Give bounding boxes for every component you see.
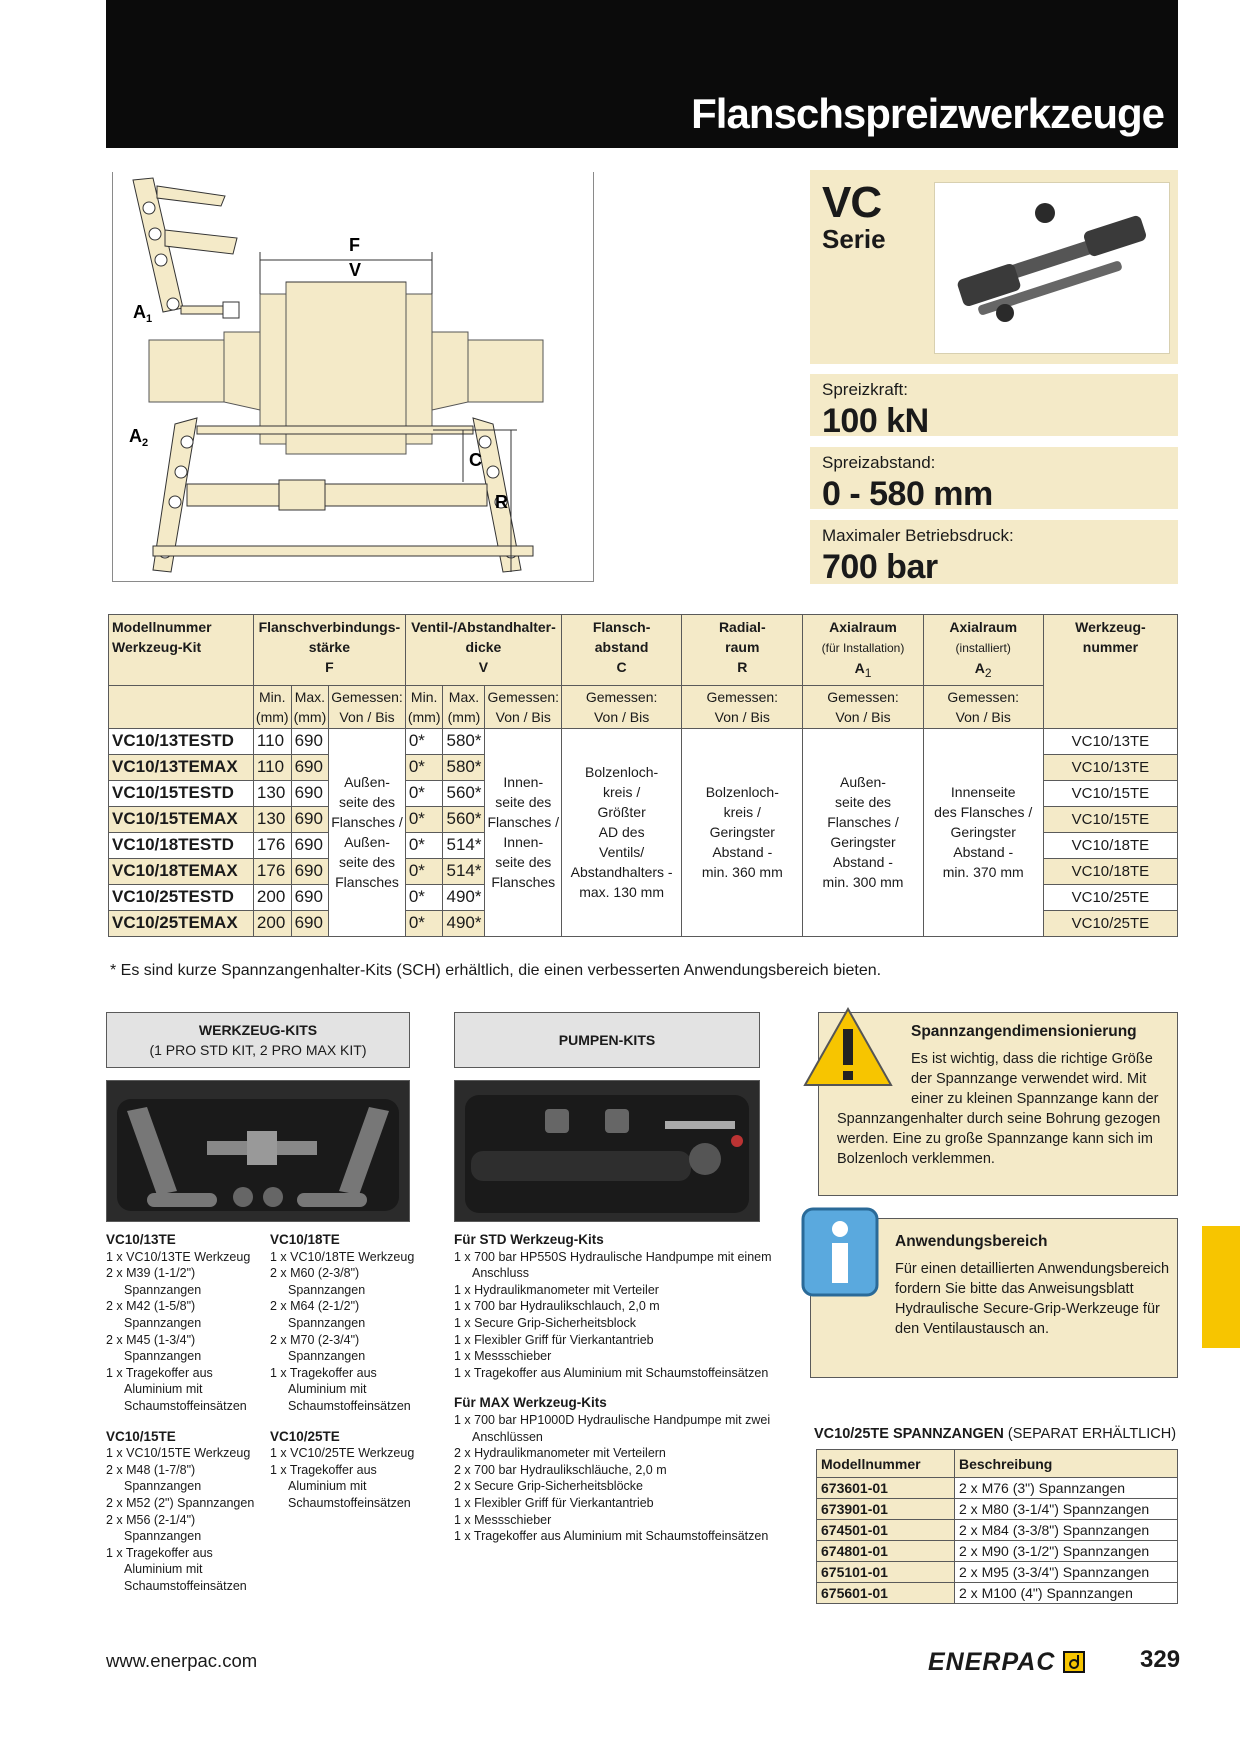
- kit-list-item: Spannzangen: [288, 1315, 366, 1330]
- kit-list-item: [454, 1381, 774, 1395]
- spec-pressure: [810, 520, 1178, 584]
- spec-table: [108, 614, 1178, 937]
- warning-text-top: Es ist wichtig, dass die richtige Größe der Spannzange verwendet wird. Mit einer zu kleinen Spannzange kann der: [911, 1051, 1159, 1107]
- spec-spread-label: Spreizabstand:: [822, 453, 936, 472]
- kit-list-item: 2 x Secure Grip-Sicherheitsblöcke: [454, 1479, 643, 1494]
- label-v: V: [349, 260, 362, 280]
- spec-pressure-value: 700 bar: [822, 548, 938, 586]
- spec-force-label: Spreizkraft:: [822, 380, 908, 399]
- info-box: [810, 1218, 1178, 1378]
- table-row: VC10/25TESTD 200 690 0* 490* VC10/25TE: [109, 884, 1178, 910]
- kit-list-item: Aluminium mit: [288, 1479, 367, 1494]
- pump-kit-photo: [454, 1080, 760, 1222]
- table-row: 674801-01 2 x M90 (3-1/2") Spannzangen: [817, 1541, 1178, 1562]
- kit-list-heading: Für MAX Werkzeug-Kits: [454, 1395, 607, 1411]
- kit-list-item: 1 x 700 bar HP1000D Hydraulische Handpumpe mit zwei: [454, 1412, 771, 1427]
- spec-force: [810, 374, 1178, 440]
- kit-list-item: 2 x M60 (2-3/8"): [270, 1266, 360, 1281]
- label-r: R: [495, 492, 508, 512]
- label-c: C: [469, 450, 482, 470]
- brand-mark-icon: [1063, 1651, 1085, 1673]
- kit-list-heading: VC10/15TE: [106, 1428, 176, 1444]
- a2-measured: Innenseite des Flansches / Geringster Abstand - min. 370 mm: [923, 728, 1043, 936]
- warning-box: [818, 1012, 1178, 1196]
- col-f: Flanschverbindungs- stärke F: [253, 615, 405, 686]
- kit-list-col2: [270, 1232, 430, 1512]
- info-title: Anwendungsbereich: [895, 1233, 1048, 1250]
- table-row: VC10/13TEMAX 110 690 0* 580* VC10/13TE: [109, 754, 1178, 780]
- table-row: 674501-01 2 x M84 (3-3/8") Spannzangen: [817, 1520, 1178, 1541]
- warning-text-bottom: Spannzangenhalter durch seine Bohrung gezogen werden. Eine zu große Spannzange kann sich im Bolzenloch verklemmen.: [837, 1111, 1161, 1167]
- kit-list-item: Spannzangen: [124, 1529, 202, 1544]
- table-row: 673901-01 2 x M80 (3-1/4") Spannzangen: [817, 1499, 1178, 1520]
- kit-list-item: 1 x Tragekoffer aus: [270, 1365, 377, 1380]
- tool-image: [935, 183, 1171, 355]
- table-row: VC10/13TESTD 110 690 Außen- seite des Flansches / Außen- seite des Flansches 0* 580* Innen- seite des Flansches / Innen- seite des Flansches Bolzenloch- kreis / Größter AD des Ventils/ Abstandhalters - max. 130 mm Bolzenloch- kreis / Geringster Abstand - min. 360 mm Außen- seite des Flansches / Geringster Abstand - min. 300 mm Innenseite des Flansches / Geringster Abstand - min. 370 mm VC10/13TE: [109, 728, 1178, 754]
- footnote: * Es sind kurze Spannzangenhalter-Kits (SCH) erhältlich, die einen verbesserten Anwendungsbereich bieten.: [110, 962, 882, 979]
- kit-list-item: 1 x Hydraulikmanometer mit Verteiler: [454, 1282, 659, 1297]
- col-c: Flansch- abstand C: [562, 615, 682, 686]
- kit-list-item: Spannzangen: [124, 1315, 202, 1330]
- kit-list-item: 1 x VC10/25TE Werkzeug: [270, 1446, 415, 1461]
- spec-spread-value: 0 - 580 mm: [822, 475, 993, 513]
- kit-list-item: 1 x VC10/13TE Werkzeug: [106, 1249, 251, 1264]
- kit-list-item: 1 x Tragekoffer aus: [270, 1462, 377, 1477]
- table-row: 675601-01 2 x M100 (4") Spannzangen: [817, 1583, 1178, 1604]
- kit-list-item: 1 x VC10/15TE Werkzeug: [106, 1446, 251, 1461]
- kit-list-item: 2 x M42 (1-5/8"): [106, 1299, 196, 1314]
- table-row: VC10/18TESTD 176 690 0* 514* VC10/18TE: [109, 832, 1178, 858]
- table-row: VC10/15TESTD 130 690 0* 560* VC10/15TE: [109, 780, 1178, 806]
- kit-list-item: 1 x Messschieber: [454, 1349, 552, 1364]
- kit-list-item: 1 x Secure Grip-Sicherheitsblock: [454, 1315, 637, 1330]
- kit-list-item: 2 x M52 (2") Spannzangen: [106, 1495, 255, 1510]
- kit-list-item: 1 x 700 bar Hydraulikschlauch, 2,0 m: [454, 1299, 660, 1314]
- collets-title: VC10/25TE SPANNZANGEN (SEPARAT ERHÄLTLICH): [814, 1426, 1177, 1442]
- label-a2: $A_2$: [129, 426, 149, 449]
- info-icon: [799, 1205, 881, 1299]
- table-header-row: [109, 615, 1178, 686]
- tool-kit-image: [107, 1081, 409, 1221]
- series-box: [810, 170, 1178, 364]
- kit-list-item: Aluminium mit: [288, 1382, 367, 1397]
- kit-list-item: 1 x Flexibler Griff für Vierkantantrieb: [454, 1495, 654, 1510]
- col-a2: Axialraum (installiert) $A_2$: [923, 615, 1043, 686]
- label-a1: $A_1$: [133, 302, 153, 325]
- warning-title: Spannzangendimensionierung: [911, 1023, 1137, 1040]
- spec-force-value: 100 kN: [822, 402, 929, 440]
- kit-list-heading: VC10/18TE: [270, 1232, 340, 1247]
- kit-list-item: 2 x M39 (1-1/2"): [106, 1266, 196, 1281]
- kit-list-heading: Für STD Werkzeug-Kits: [454, 1232, 604, 1247]
- kit-list-col1: [106, 1232, 266, 1594]
- f-measured: Außen- seite des Flansches / Außen- seite des Flansches: [329, 728, 406, 936]
- warning-icon: [801, 1005, 895, 1091]
- series-subtitle: Serie: [822, 224, 886, 254]
- tool-kits-header: WERKZEUG-KITS (1 PRO STD KIT, 2 PRO MAX KIT): [106, 1012, 410, 1068]
- kit-list-item: [106, 1415, 266, 1429]
- kit-list-item: Aluminium mit: [124, 1382, 203, 1397]
- kit-list-item: [270, 1415, 430, 1429]
- col-tool: Werkzeug- nummer: [1043, 615, 1177, 729]
- collets-header-row: Modellnummer Beschreibung: [817, 1450, 1178, 1478]
- kit-list-item: Schaumstoffeinsätzen: [288, 1398, 411, 1413]
- kit-list-item: 1 x Tragekoffer aus: [106, 1545, 213, 1560]
- kit-list-item: Spannzangen: [288, 1282, 366, 1297]
- series-title: VC: [822, 178, 882, 227]
- kit-list-item: Spannzangen: [124, 1479, 202, 1494]
- kit-list-item: 2 x M64 (2-1/2"): [270, 1299, 360, 1314]
- table-row: VC10/25TEMAX 200 690 0* 490* VC10/25TE: [109, 910, 1178, 936]
- kit-list-item: Schaumstoffeinsätzen: [124, 1578, 247, 1593]
- brand-logo: ENERPAC: [928, 1648, 1085, 1677]
- flange-diagram: [112, 172, 594, 582]
- col-model: Modellnummer Werkzeug-Kit: [109, 615, 254, 686]
- col-v: Ventil-/Abstandhalter- dicke V: [405, 615, 561, 686]
- col-a1: Axialraum (für Installation) $A_1$: [803, 615, 923, 686]
- pump-kit-image: [455, 1081, 759, 1221]
- table-row: 675101-01 2 x M95 (3-3/4") Spannzangen: [817, 1562, 1178, 1583]
- footer-url[interactable]: www.enerpac.com: [106, 1650, 258, 1671]
- kit-list-item: Schaumstoffeinsätzen: [124, 1398, 247, 1413]
- table-row: VC10/18TEMAX 176 690 0* 514* VC10/18TE: [109, 858, 1178, 884]
- kit-list-item: 1 x Tragekoffer aus Aluminium mit Schaumstoffeinsätzen: [454, 1529, 769, 1544]
- r-measured: Bolzenloch- kreis / Geringster Abstand - min. 360 mm: [682, 728, 803, 936]
- kit-list-item: 1 x 700 bar HP550S Hydraulische Handpumpe mit einem: [454, 1249, 772, 1264]
- kit-list-item: 1 x Messschieber: [454, 1512, 552, 1527]
- product-photo: [934, 182, 1170, 354]
- kit-list-item: Schaumstoffeinsätzen: [288, 1495, 411, 1510]
- kit-list-item: Spannzangen: [124, 1282, 202, 1297]
- kit-list-item: 2 x M56 (2-1/4"): [106, 1512, 196, 1527]
- kit-list-item: 2 x 700 bar Hydraulikschläuche, 2,0 m: [454, 1462, 667, 1477]
- page-title: Flanschspreizwerkzeuge: [691, 90, 1164, 137]
- header-bar: [106, 0, 1178, 148]
- kit-list-item: 2 x M45 (1-3/4"): [106, 1332, 196, 1347]
- kit-list-item: Spannzangen: [288, 1349, 366, 1364]
- kit-list-item: 1 x VC10/18TE Werkzeug: [270, 1249, 415, 1264]
- kit-list-item: 2 x Hydraulikmanometer mit Verteilern: [454, 1446, 666, 1461]
- info-text: Für einen detaillierten Anwendungsbereich fordern Sie bitte das Anweisungsblatt Hydraulische Secure-Grip-Werkzeuge für den Ventilaustausch an.: [895, 1261, 1170, 1337]
- kit-list-item: 1 x Tragekoffer aus: [106, 1365, 213, 1380]
- kit-list-item: Aluminium mit: [124, 1562, 203, 1577]
- tool-kit-photo: [106, 1080, 410, 1222]
- spec-spread: [810, 447, 1178, 513]
- table-row: 673601-01 2 x M76 (3") Spannzangen: [817, 1478, 1178, 1499]
- kit-list-col3: [454, 1232, 774, 1545]
- kit-list-item: Spannzangen: [124, 1349, 202, 1364]
- kit-list-item: 2 x M70 (2-3/4"): [270, 1332, 360, 1347]
- a1-measured: Außen- seite des Flansches / Geringster Abstand - min. 300 mm: [803, 728, 923, 936]
- page-number: 329: [1140, 1646, 1181, 1673]
- kit-list-item: 1 x Tragekoffer aus Aluminium mit Schaumstoffeinsätzen: [454, 1365, 769, 1380]
- kit-list-heading: VC10/25TE: [270, 1428, 340, 1444]
- col-r: Radial- raum R: [682, 615, 803, 686]
- pump-kits-header: PUMPEN-KITS: [454, 1012, 760, 1068]
- table-subheader-row: Min. (mm) Max. (mm) Gemessen: Von / Bis Min. (mm) Max. (mm) Gemessen: Von / Bis Gemessen: Von / Bis Gemessen: Von / Bis Gemessen: Von / Bis Gemessen: Von / Bis: [109, 685, 1178, 728]
- v-measured: Innen- seite des Flansches / Innen- seite des Flansches: [485, 728, 562, 936]
- section-tab: [1202, 1226, 1240, 1348]
- kit-list-heading: VC10/13TE: [106, 1232, 176, 1247]
- kit-list-item: Anschlüssen: [472, 1429, 543, 1444]
- kit-list-item: Anschluss: [472, 1266, 529, 1281]
- diagram-drawing: [113, 172, 595, 582]
- spec-pressure-label: Maximaler Betriebsdruck:: [822, 526, 1014, 545]
- label-f: F: [349, 235, 360, 255]
- kit-list-item: 2 x M48 (1-7/8"): [106, 1462, 196, 1477]
- table-row: VC10/15TEMAX 130 690 0* 560* VC10/15TE: [109, 806, 1178, 832]
- collets-table: [816, 1449, 1178, 1604]
- c-measured: Bolzenloch- kreis / Größter AD des Ventils/ Abstandhalters - max. 130 mm: [562, 728, 682, 936]
- kit-list-item: 1 x Flexibler Griff für Vierkantantrieb: [454, 1332, 654, 1347]
